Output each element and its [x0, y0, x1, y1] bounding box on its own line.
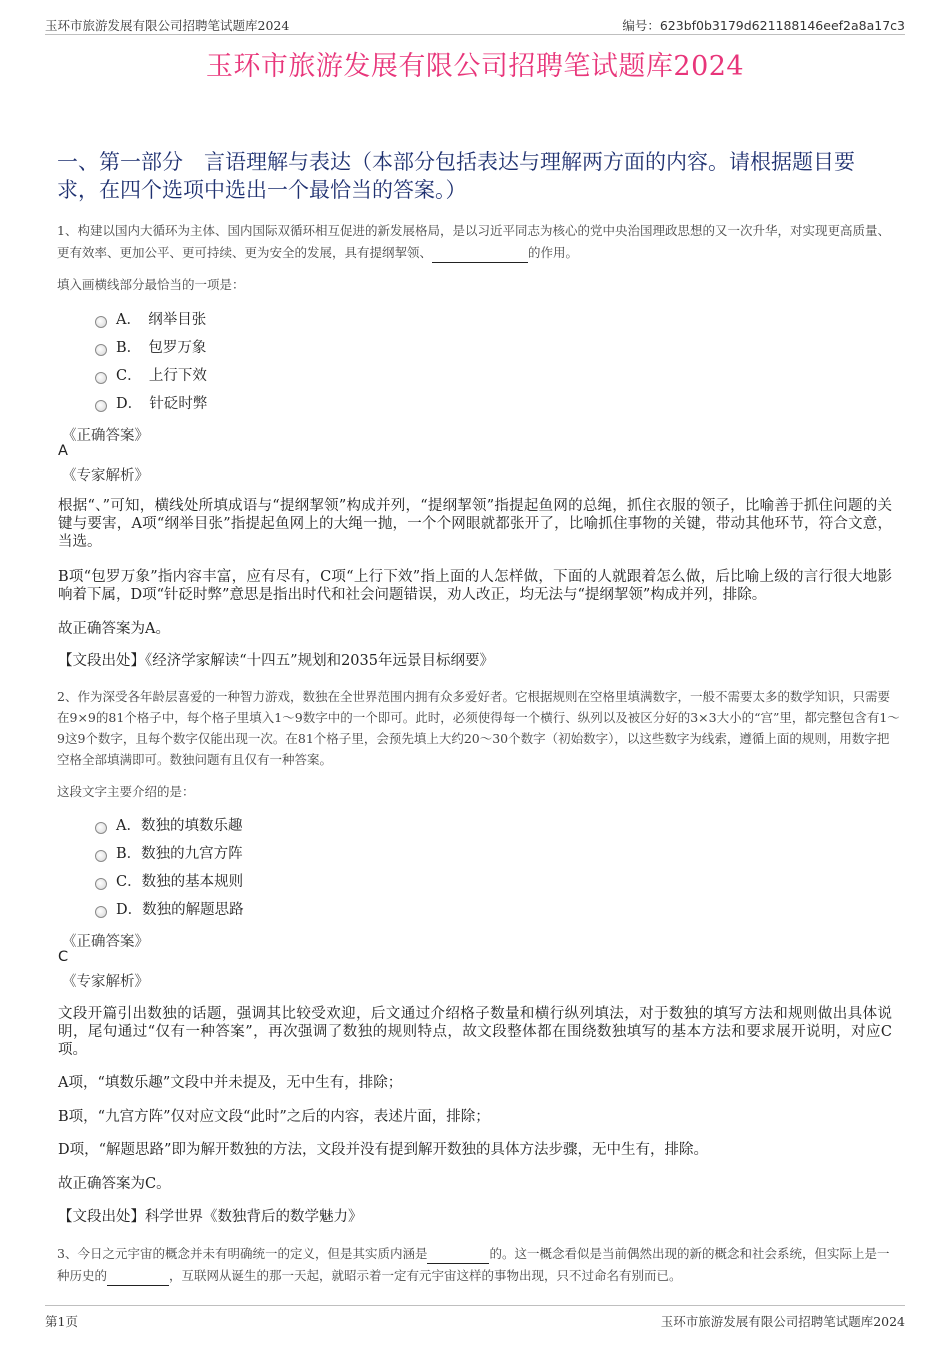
radio-icon[interactable] — [95, 850, 107, 862]
document-title: 玉环市旅游发展有限公司招聘笔试题库2024 — [205, 51, 745, 82]
analysis-paragraph: B项，“九宫方阵”仅对应文段“此时”之后的内容，表述片面，排除； — [58, 1109, 490, 1125]
source-citation: 【文段出处】《经济学家解读“十四五”规划和2035年远景目标纲要》 — [58, 653, 494, 669]
option-2c[interactable] — [95, 871, 243, 893]
header-code-value: 623bf0b3179d621188146eef2a8a17c3 — [659, 18, 905, 33]
answer-label: 《正确答案》 — [62, 428, 149, 444]
option-label: C．数独的基本规则 — [116, 874, 244, 890]
analysis-paragraph: A项，“填数乐趣”文段中并未提及，无中生有，排除； — [58, 1075, 403, 1091]
question-3-text — [57, 1242, 900, 1286]
option-label: A． 纲举目张 — [116, 312, 207, 328]
page-header — [45, 14, 905, 35]
radio-icon[interactable] — [95, 400, 107, 412]
question-1-text-a: 1、构建以国内大循环为主体、国内国际双循环相互促进的新发展格局，是以习近平同志为核心的党中央治国理政思想的又一次升华，对实现更高质量、更有效率、更加公平、更可持续、更为安全的发展，具有提纲挈领、 — [57, 223, 890, 260]
option-label: D．数独的解题思路 — [116, 902, 244, 918]
analysis-label: 《专家解析》 — [62, 974, 149, 990]
option-2d[interactable] — [95, 899, 244, 921]
option-2a[interactable] — [95, 815, 242, 837]
option-label: B． 包罗万象 — [116, 340, 207, 356]
source-citation: 【文段出处】科学世界《数独背后的数学魅力》 — [58, 1209, 363, 1225]
analysis-paragraph: 故正确答案为C。 — [58, 1176, 171, 1192]
answer-value: A — [58, 443, 68, 459]
radio-icon[interactable] — [95, 906, 107, 918]
question-3-text-a: 3、今日之元宇宙的概念并未有明确统一的定义，但是其实质内涵是 — [57, 1246, 428, 1261]
question-1-text — [57, 220, 900, 263]
option-label: C． 上行下效 — [116, 368, 207, 384]
fill-blank — [432, 241, 528, 263]
radio-icon[interactable] — [95, 878, 107, 890]
question-3-text-b: 的。这一概念看似是当前偶然出现的新的概念和社会系统，但实际上是一种历史的 — [57, 1246, 890, 1283]
option-1c[interactable] — [95, 365, 207, 387]
option-label: B．数独的九宫方阵 — [116, 846, 243, 862]
question-3-text-c: ，互联网从诞生的那一天起，就昭示着一定有元宇宙这样的事物出现，只不过命名有别而已。 — [169, 1268, 682, 1283]
page-number: 第1页 — [45, 1314, 78, 1329]
option-2b[interactable] — [95, 843, 243, 865]
analysis-paragraph: 文段开篇引出数独的话题，强调其比较受欢迎，后文通过介绍格子数量和横行纵列填法，对于数独的填写方法和规则做出具体说明，尾句通过“仅有一种答案”，再次强调了数独的规则特点，故文段整体都在围绕数独填写的基本方法和要求展开说明，对应C项。 — [58, 1006, 892, 1058]
section-heading: 一、第一部分 言语理解与表达（本部分包括表达与理解两方面的内容。请根据题目要求，在四个选项中选出一个最恰当的答案。） — [57, 150, 855, 202]
question-1-prompt: 填入画横线部分最恰当的一项是： — [57, 277, 245, 292]
option-1a[interactable] — [95, 309, 206, 331]
radio-icon[interactable] — [95, 344, 107, 356]
analysis-paragraph: 根据“、”可知，横线处所填成语与“提纲挈领”构成并列，“提纲挈领”指提起鱼网的总绳，抓住衣服的领子，比喻善于抓住问题的关键与要害，A项“纲举目张”指提起鱼网上的大绳一抛，一个个网眼就都张开了，比喻抓住事物的关键，带动其他环节，符合文意，当选。 — [58, 498, 892, 550]
analysis-paragraph: D项，“解题思路”即为解开数独的方法，文段并没有提到解开数独的具体方法步骤，无中生有，排除。 — [58, 1142, 708, 1158]
radio-icon[interactable] — [95, 316, 107, 328]
question-2-prompt: 这段文字主要介绍的是： — [57, 784, 195, 799]
analysis-paragraph: 故正确答案为A。 — [58, 621, 170, 637]
option-label: A．数独的填数乐趣 — [116, 818, 243, 834]
header-code — [622, 16, 905, 34]
footer-title: 玉环市旅游发展有限公司招聘笔试题库2024 — [660, 1314, 905, 1329]
fill-blank — [427, 1242, 489, 1264]
page-footer — [45, 1305, 905, 1330]
option-1b[interactable] — [95, 337, 206, 359]
option-label: D． 针砭时弊 — [116, 396, 208, 412]
answer-value: C — [58, 949, 69, 965]
radio-icon[interactable] — [95, 822, 107, 834]
header-title: 玉环市旅游发展有限公司招聘笔试题库2024 — [45, 18, 290, 33]
option-1d[interactable] — [95, 393, 207, 415]
fill-blank — [107, 1264, 169, 1286]
question-1-text-b: 的作用。 — [528, 245, 579, 260]
radio-icon[interactable] — [95, 372, 107, 384]
analysis-paragraph: B项“包罗万象”指内容丰富，应有尽有，C项“上行下效”指上面的人怎样做，下面的人就跟着怎么做，后比喻上级的言行很大地影响着下属，D项“针砭时弊”意思是指出时代和社会问题错误，劝人改正，均无法与“提纲挈领”构成并列，排除。 — [58, 569, 892, 603]
question-2-text: 2、作为深受各年龄层喜爱的一种智力游戏，数独在全世界范围内拥有众多爱好者。它根据规则在空格里填满数字，一般不需要太多的数学知识，只需要在9×9的81个格子中，每个格子里填入1～9数字中的一个即可。此时，必须使得每一个横行、纵列以及被区分好的3×3大小的“宫”里，都完整包含有1～9这9个数字，且每个数字仅能出现一次。在81个格子里，会预先填上大约20～30个数字（初始数字），以这些数字为线索，遵循上面的规则，用数字把空格全部填满即可。数独问题有且仅有一种答案。 — [57, 689, 900, 767]
analysis-label: 《专家解析》 — [62, 468, 149, 484]
header-code-label: 编号： — [622, 18, 660, 33]
answer-label: 《正确答案》 — [62, 934, 149, 950]
